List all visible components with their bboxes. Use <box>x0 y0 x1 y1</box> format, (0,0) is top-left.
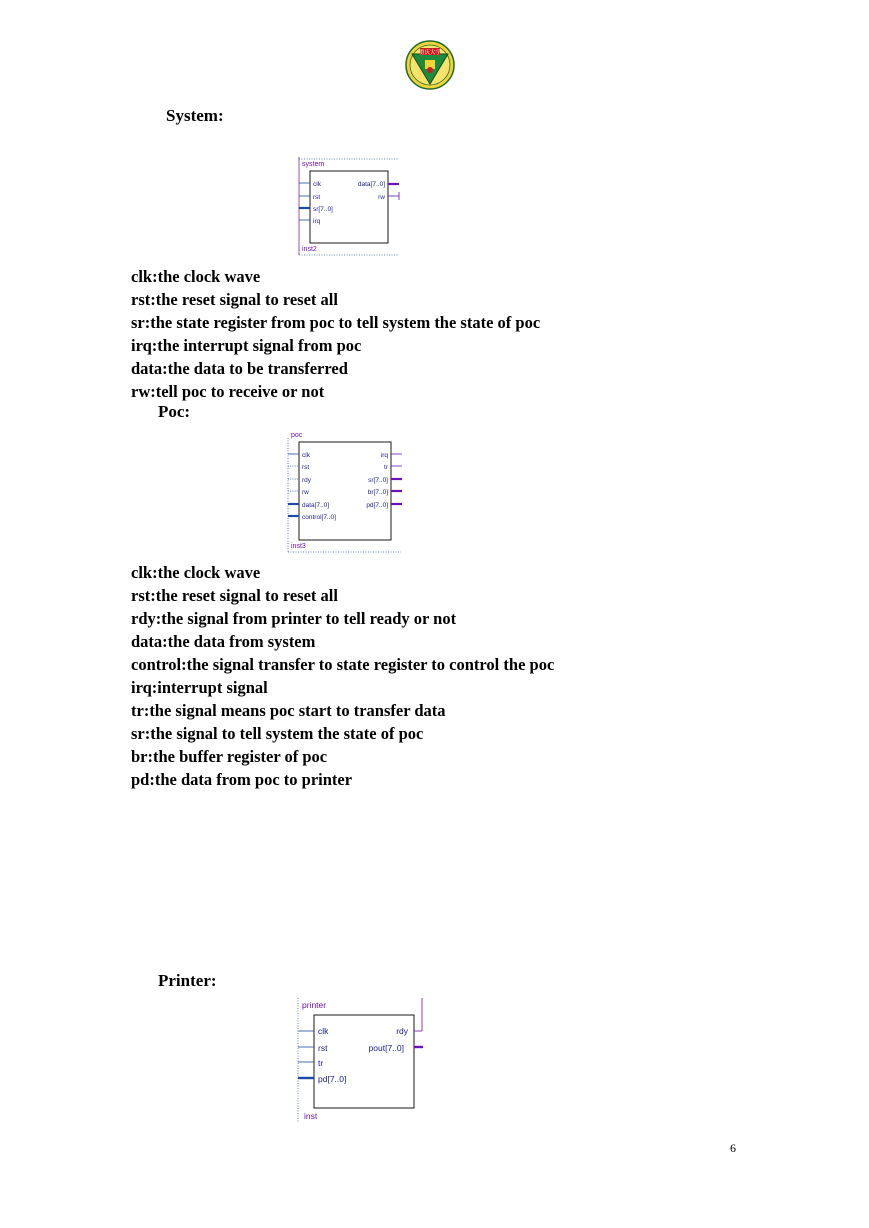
pin-label: sr[7..0] <box>368 477 388 484</box>
university-seal-icon <box>405 40 455 90</box>
instance-name-poc: inst3 <box>291 543 306 550</box>
pin-label: data[7..0] <box>357 181 385 188</box>
description-line: rdy:the signal from printer to tell ready or not <box>131 609 457 628</box>
pin-label: rst <box>302 464 310 471</box>
poc-descriptions <box>131 561 554 791</box>
printer-block-diagram <box>292 996 432 1124</box>
pin-label: rst <box>318 1043 328 1053</box>
description-line: irq:interrupt signal <box>131 678 268 697</box>
symbol-name-poc: poc <box>291 432 303 439</box>
pin-label: control[7..0] <box>302 514 336 521</box>
description-line: tr:the signal means poc start to transfer data <box>131 701 446 720</box>
pin-label: irq <box>313 218 321 225</box>
pin-label: clk <box>318 1026 329 1036</box>
pin-label: rdy <box>302 477 312 484</box>
pin-label: pout[7..0] <box>368 1043 404 1053</box>
pin-label: rw <box>378 194 385 201</box>
description-line: irq:the interrupt signal from poc <box>131 336 362 355</box>
pin-label: sr[7..0] <box>313 206 333 213</box>
description-line: data:the data from system <box>131 632 316 651</box>
section-title-system: System: <box>166 106 224 125</box>
description-line: br:the buffer register of poc <box>131 747 328 766</box>
instance-name-system: inst2 <box>302 246 317 253</box>
poc-block-diagram <box>283 428 408 556</box>
description-line: pd:the data from poc to printer <box>131 770 353 789</box>
seal-text: 重庆大学 <box>418 50 442 56</box>
poc-outputs <box>366 452 402 509</box>
pin-label: rw <box>302 489 309 496</box>
section-title-poc: Poc: <box>158 402 191 421</box>
pin-label: br[7..0] <box>367 489 388 496</box>
description-line: rst:the reset signal to reset all <box>131 586 338 605</box>
description-line: clk:the clock wave <box>131 267 261 286</box>
system-block-diagram <box>292 154 407 260</box>
printer-outputs <box>369 1026 423 1053</box>
printer-inputs <box>298 1026 346 1084</box>
system-inputs <box>299 181 333 225</box>
pin-label: irq <box>380 452 388 459</box>
description-line: rw:tell poc to receive or not <box>131 382 325 401</box>
pin-label: clk <box>313 181 321 188</box>
symbol-name-system: system <box>302 161 325 168</box>
page-number: 6 <box>730 1141 736 1155</box>
pin-label: data[7..0] <box>302 502 330 509</box>
description-line: clk:the clock wave <box>131 563 261 582</box>
pin-label: rdy <box>396 1026 408 1036</box>
system-outputs <box>358 181 399 201</box>
instance-name-printer: inst <box>304 1111 318 1121</box>
description-line: rst:the reset signal to reset all <box>131 290 338 309</box>
pin-label: pd[7..0] <box>318 1074 347 1084</box>
description-line: data:the data to be transferred <box>131 359 348 378</box>
symbol-name-printer: printer <box>302 1000 327 1010</box>
description-line: sr:the signal to tell system the state of poc <box>131 724 424 743</box>
pin-label: tr <box>384 464 388 471</box>
system-descriptions <box>131 265 540 403</box>
section-title-printer: Printer: <box>158 971 217 990</box>
poc-inputs <box>288 452 336 521</box>
pin-label: clk <box>302 452 310 459</box>
pin-label: rst <box>313 194 321 201</box>
pin-label: pd[7..0] <box>366 502 388 509</box>
description-line: control:the signal transfer to state register to control the poc <box>131 655 555 674</box>
pin-label: tr <box>318 1058 324 1068</box>
description-line: sr:the state register from poc to tell system the state of poc <box>131 313 541 332</box>
